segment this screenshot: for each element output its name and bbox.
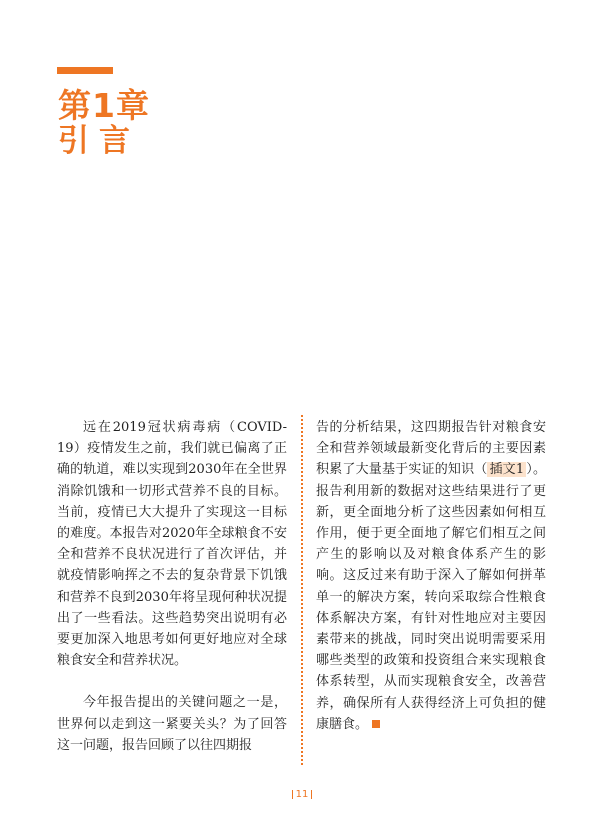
left-column [57, 417, 287, 756]
page-number-value: 11 [295, 789, 309, 800]
right-column [316, 417, 546, 735]
text-before-ref: 告的分析结果，这四期报告针对粮食安全和营养领域最新变化背后的主要因素积累了大量基于实证的知识（ [316, 420, 546, 478]
column-divider [301, 415, 303, 765]
page-number-right-bar [311, 790, 312, 799]
paragraph-2-continued [316, 417, 546, 735]
end-of-section-marker [372, 720, 380, 728]
chapter-number: 第1章 [58, 86, 150, 125]
box-reference-link[interactable]: 插文1 [489, 462, 525, 478]
page-number-left-bar [292, 790, 293, 799]
paragraph-2: 今年报告提出的关键问题之一是，世界何以走到这一紧要关头？为了回答这一问题，报告回顾了以往四期报 [57, 695, 287, 753]
page-number [0, 789, 604, 800]
chapter-accent-bar [57, 67, 113, 74]
chapter-heading: 引言 [58, 123, 140, 159]
text-after-ref: ）。报告利用新的数据对这些结果进行了更新，更全面地分析了这些因素如何相互作用，便于更全面地了解它们相互之间产生的影响以及对粮食体系产生的影响。这反过来有助于深入了解如何拼革单一的解决方案，转向采取综合性粮食体系解决方案，有针对性地应对主要因素带来的挑战，同时突出说明需要采用哪些类型的政策和投资组合来实现粮食体系转型，从而实现粮食安全，改善营养，确保所有人获得经济上可负担的健康膳食。 [316, 462, 546, 732]
paragraph-1: 远在2019冠状病毒病（COVID-19）疫情发生之前，我们就已偏离了正确的轨道，难以实现到2030年在全世界消除饥饿和一切形式营养不良的目标。当前，疫情已大大提升了实现这一目标的难度。本报告对2020年全球粮食不安全和营养不良状况进行了首次评估，并就疫情影响挥之不去的复杂背景下饥饿和营养不良到2030年将呈现何种状况提出了一些看法。这些趋势突出说明有必要更加深入地思考如何更好地应对全球粮食安全和营养状况。 [57, 420, 287, 669]
